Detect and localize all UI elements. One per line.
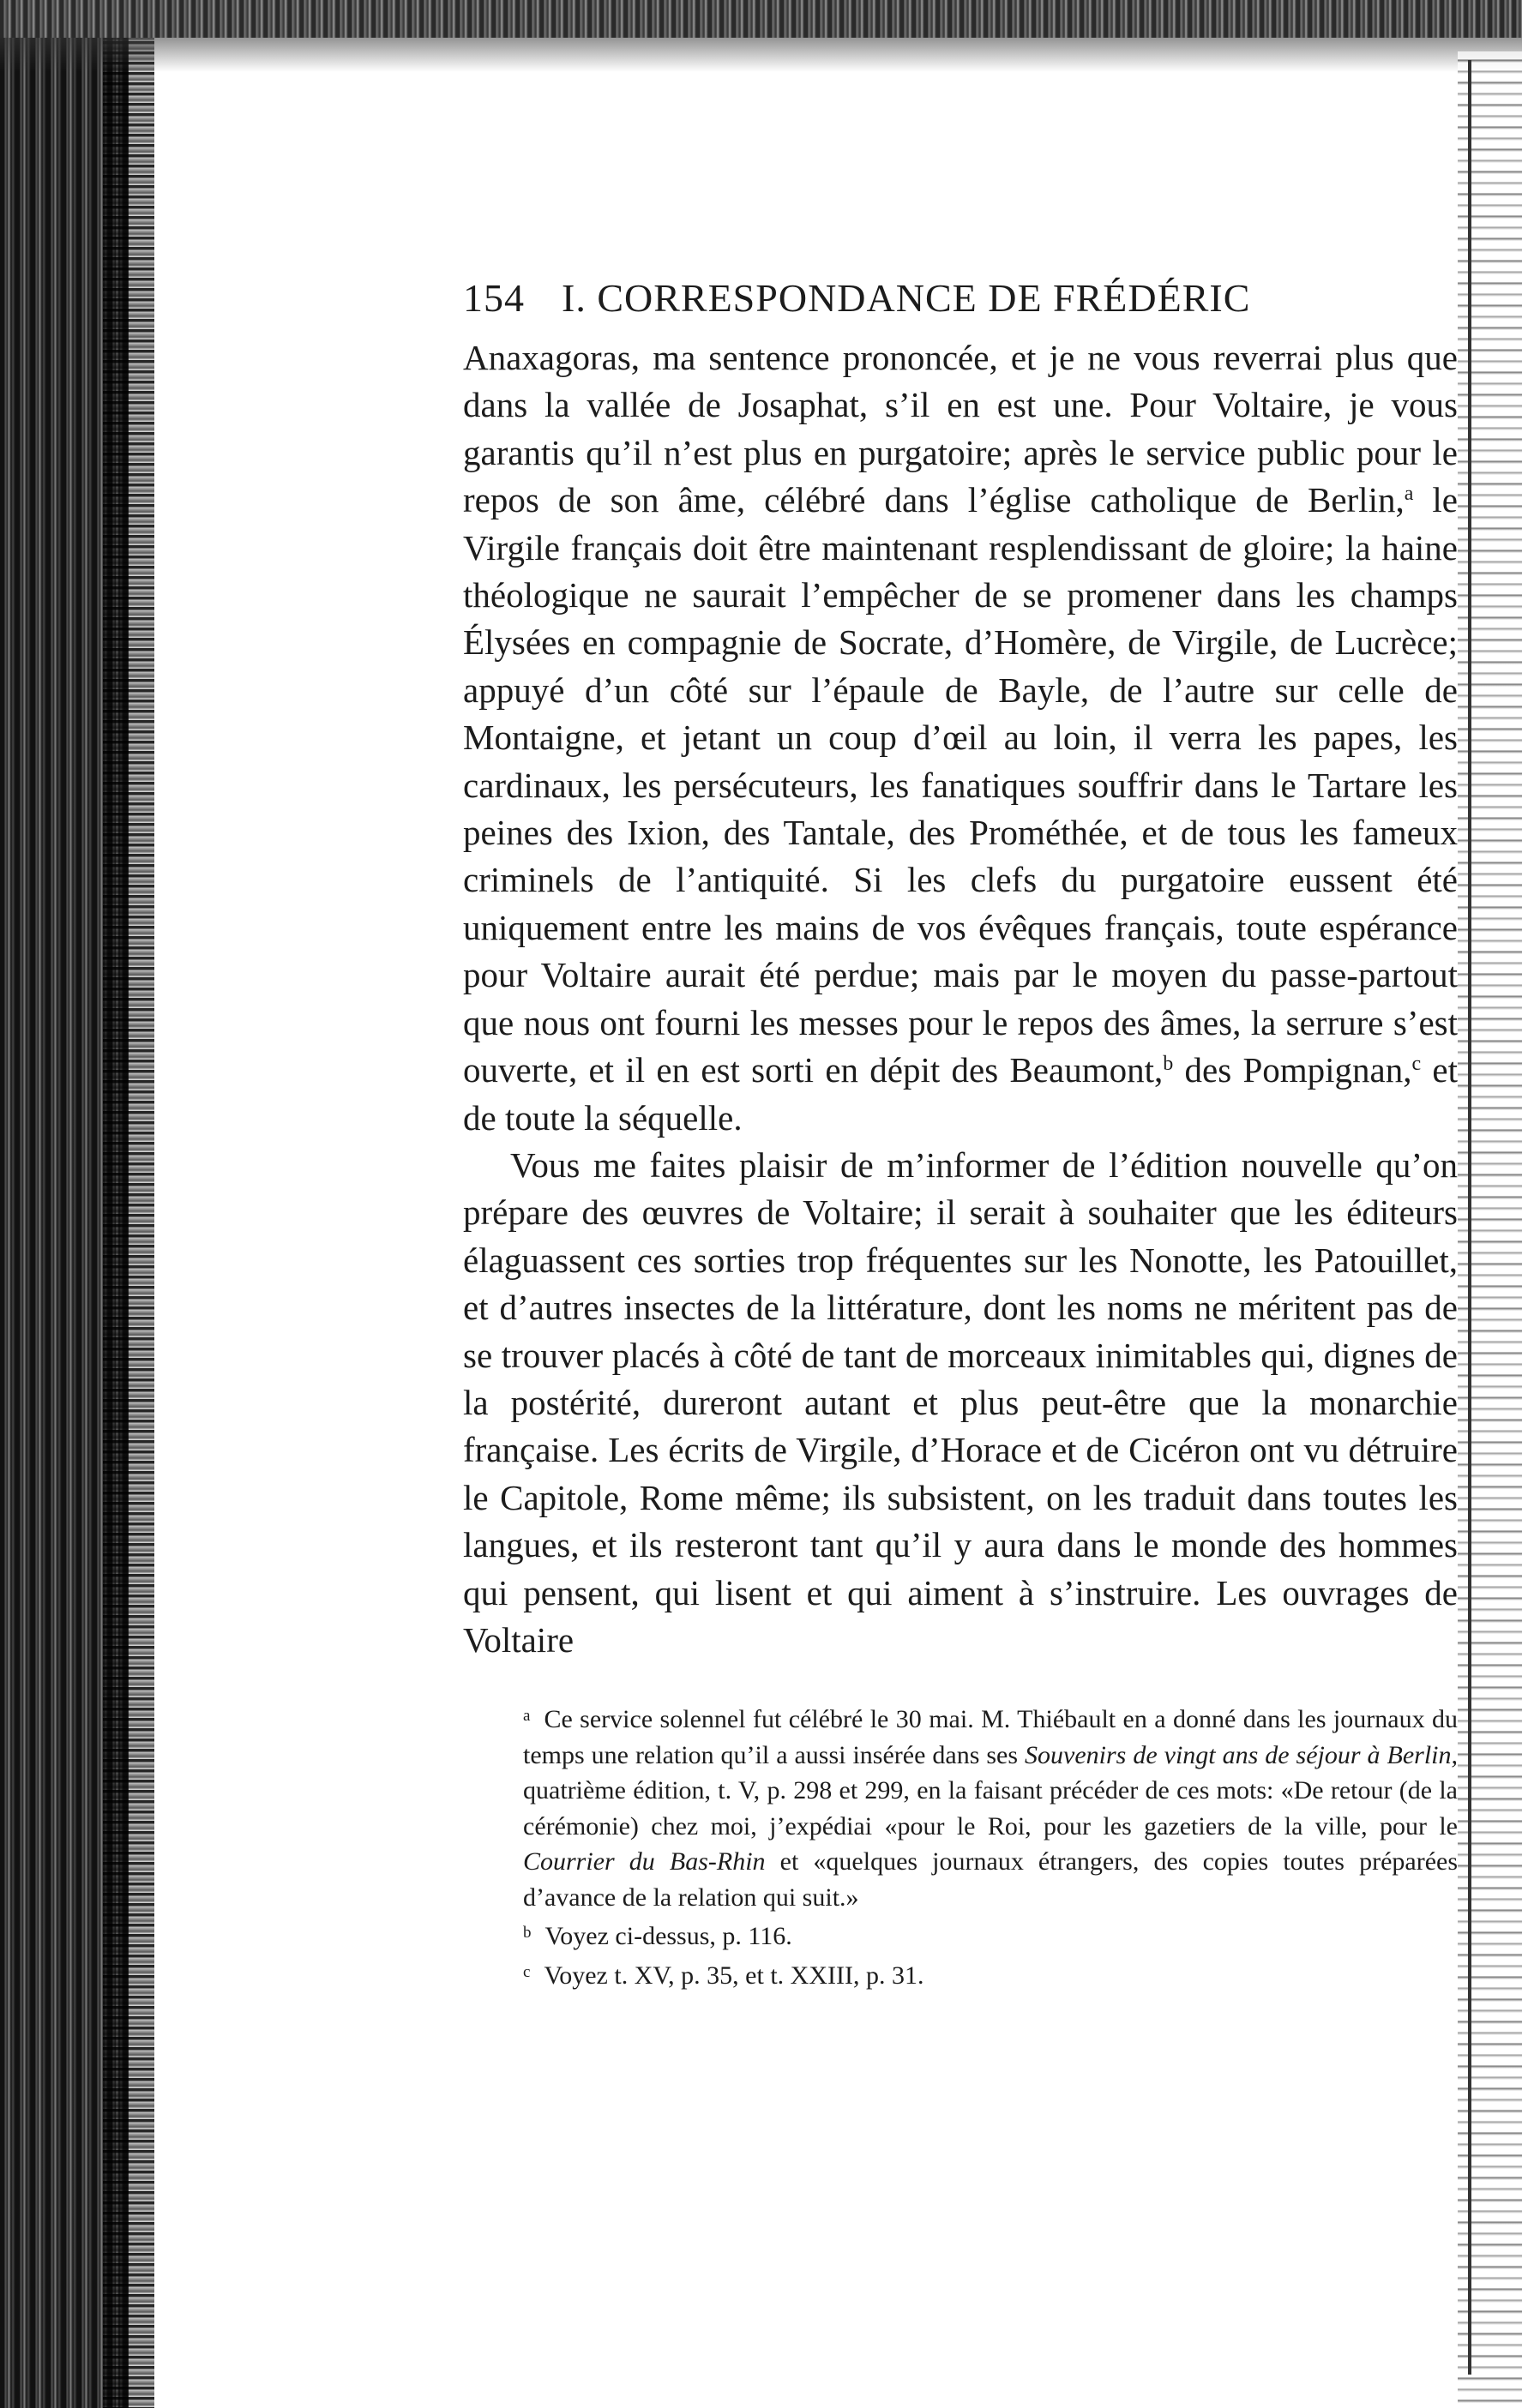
running-title: I. CORRESPONDANCE DE FRÉDÉRIC (562, 276, 1251, 320)
paragraph-1-part-3: des Pompignan, (1173, 1050, 1412, 1090)
footnote-a-title-1: Souvenirs de vingt ans de séjour à Berlin, (1025, 1740, 1458, 1769)
footnote-a-text-1: Ce service solennel fut célébré le 30 mai. M. Thiébault en a donné dans les journaux du temps une relation qu’il a aussi insérée dans ses (523, 1705, 1458, 1769)
footnote-mark-a: a (523, 1707, 531, 1726)
right-page-edge-line (1468, 60, 1471, 2375)
book-page (463, 273, 1458, 1993)
paragraph-1 (463, 334, 1458, 1142)
page-number: 154 (463, 276, 525, 320)
footnote-a-title-2: Courrier du Bas-Rhin (523, 1847, 766, 1877)
footnote-b (523, 1915, 1458, 1955)
footnote-ref-a: a (1404, 483, 1414, 506)
footnote-a (523, 1698, 1458, 1915)
running-header (463, 273, 1458, 324)
footnote-ref-c: c (1411, 1053, 1422, 1076)
top-scan-edge (0, 0, 1522, 38)
paragraph-1-part-2: le Virgile français doit être maintenant resplendissant de gloire; la haine théologique ne saurait l’empêcher de se promener dans les champs Élysées en compagnie de Socrate, d’Homère, de Virgile, de Lucrèce; appuyé d’un côté sur l’épaule de Bayle, de l’autre sur celle de Montaigne, et jetant un coup d’œil au loin, il verra les papes, les cardinaux, les persécuteurs, les fanatiques souffrir dans le Tartare les peines des Ixion, des Tantale, des Prométhée, et de tous les fameux criminels de l’antiquité. Si les clefs du purgatoire eussent été uniquement entre les mains de vos évêques français, toute espérance pour Voltaire aurait été perdue; mais par le moyen du passe-partout que nous ont fourni les messes pour le repos des âmes, la serrure s’est ouverte, et il en est sorti en dépit des Beaumont, (463, 480, 1459, 1090)
paragraph-1-part-1: Anaxagoras, ma sentence prononcée, et je ne vous reverrai plus que dans la vallée de Josaphat, s’il en est une. Pour Voltaire, je vous garantis qu’il n’est plus en purgatoire; après le service public pour le repos de son âme, célébré dans l’église catholique de Berlin, (463, 338, 1458, 520)
footnote-c (523, 1955, 1458, 1994)
footnote-c-text: Voyez t. XV, p. 35, et t. XXIII, p. 31. (544, 1961, 924, 1990)
paragraph-1-part-4: et de toute la séquelle. (463, 1050, 1459, 1138)
top-edge-shadow (0, 38, 1522, 72)
binding-edge-shadow (103, 0, 154, 2408)
footnote-a-text-3: et «quelques journaux étrangers, des copies toutes préparées d’avance de la relation qui suit.» (523, 1847, 1459, 1912)
footnote-a-text-2: quatrième édition, t. V, p. 298 et 299, en la faisant précéder de ces mots: «De retour (de la cérémonie) chez moi, j’expédiai «pour le Roi, pour les gazetiers de la ville, pour le (523, 1776, 1458, 1841)
footnotes (463, 1698, 1458, 1993)
body-text (463, 334, 1458, 1664)
footnote-ref-b: b (1163, 1053, 1174, 1076)
paragraph-2: Vous me faites plaisir de m’informer de l’édition nouvelle qu’on prépare des œuvres de Voltaire; il serait à souhaiter que les éditeurs élaguassent ces sorties trop fréquentes sur les Nonotte, les Patouillet, et d’autres insectes de la littérature, dont les noms ne méritent pas de se trouver placés à côté de tant de morceaux inimitables qui, dignes de la postérité, dureront autant et plus peut-être que la monarchie française. Les écrits de Virgile, d’Horace et de Cicéron ont vu détruire le Capitole, Rome même; ils subsistent, on les traduit dans toutes les langues, et ils resteront tant qu’il y aura dans le monde des hommes qui pensent, qui lisent et qui aiment à s’instruire. Les ouvrages de Voltaire (463, 1144, 1458, 1660)
footnote-mark-c: c (523, 1962, 531, 1981)
footnote-mark-b: b (523, 1924, 532, 1943)
footnote-b-text: Voyez ci-dessus, p. 116. (544, 1922, 792, 1951)
